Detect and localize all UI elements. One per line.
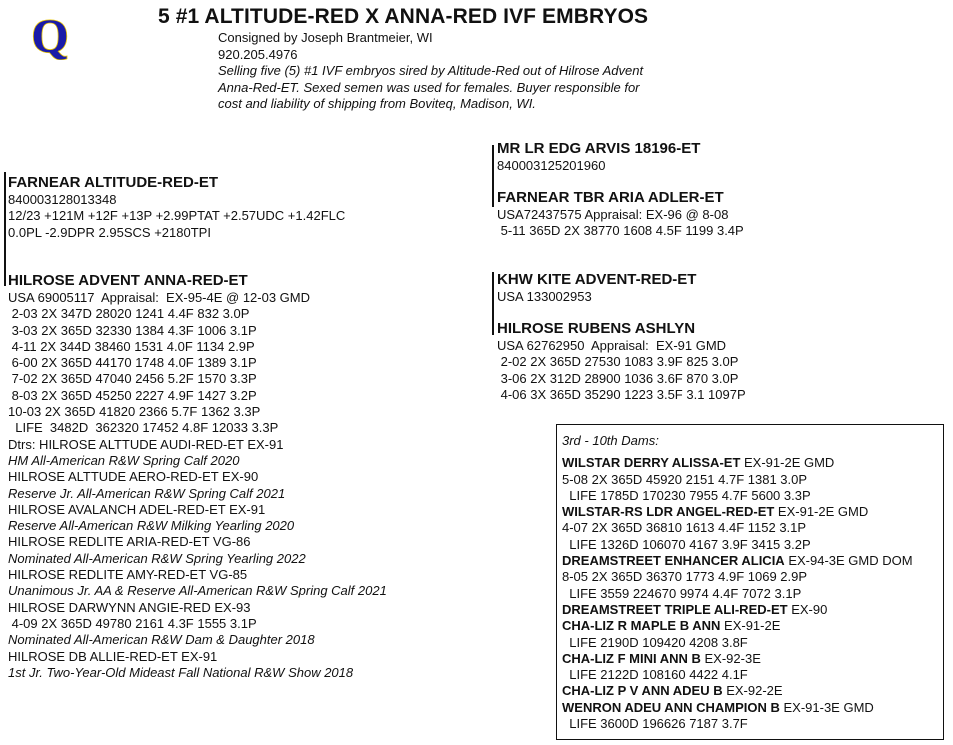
ancestor-dam-line bbox=[562, 455, 913, 471]
dam-daughter-award: HM All-American R&W Spring Calf 2020 bbox=[8, 452, 240, 468]
ancestor-dam-detail: EX-94-3E GMD DOM bbox=[784, 553, 913, 569]
dam-sire-reg: USA 133002953 bbox=[497, 289, 592, 304]
ancestor-dam-line bbox=[562, 553, 913, 569]
sire-name: FARNEAR ALTITUDE-RED-ET bbox=[8, 174, 218, 191]
sire-bracket-line bbox=[4, 172, 6, 286]
ancestor-dam-detail: LIFE 1785D 170230 7955 4.7F 5600 3.3P bbox=[562, 487, 811, 503]
dam-record-line: 3-03 2X 365D 32330 1384 4.3F 1006 3.1P bbox=[8, 322, 257, 338]
dam-record-line: HILROSE DB ALLIE-RED-ET EX-91 bbox=[8, 648, 218, 664]
dam-record-line: 8-03 2X 365D 45250 2227 4.9F 1427 3.2P bbox=[8, 387, 257, 403]
ancestor-record-line bbox=[562, 472, 913, 488]
ancestor-dam-detail: EX-91-2E GMD bbox=[774, 504, 869, 520]
ancestor-dam-detail: LIFE 2190D 109420 4208 3.8F bbox=[562, 634, 748, 650]
sire-dam-name: FARNEAR TBR ARIA ADLER-ET bbox=[497, 189, 724, 206]
dam-record-list bbox=[8, 290, 387, 681]
phone: 920.205.4976 bbox=[218, 46, 298, 62]
dam-dam-line: 2-02 2X 365D 27530 1083 3.9F 825 3.0P bbox=[497, 354, 739, 370]
ancestor-dam-detail: 8-05 2X 365D 36370 1773 4.9F 1069 2.9P bbox=[562, 569, 808, 585]
ancestor-dam-detail: LIFE 2122D 108160 4422 4.1F bbox=[562, 667, 748, 683]
ancestor-dam-detail: 5-08 2X 365D 45920 2151 4.7F 1381 3.0P bbox=[562, 471, 808, 487]
dam-dam-block bbox=[497, 320, 746, 403]
ancestor-dam-detail: EX-91-2E GMD bbox=[740, 455, 835, 471]
dam-record-line: 2-03 2X 347D 28020 1241 4.4F 832 3.0P bbox=[8, 306, 250, 322]
ancestor-dam-name: WILSTAR DERRY ALISSA-ET bbox=[562, 455, 741, 471]
ancestor-record-line bbox=[562, 586, 913, 602]
dam-record-line: HILROSE ALTTUDE AERO-RED-ET EX-90 bbox=[8, 469, 259, 485]
description-line: Selling five (5) #1 IVF embryos sired by Altitude-Red out of Hilrose Advent bbox=[218, 63, 644, 78]
dam-daughter-award: Nominated All-American R&W Dam & Daughter 2018 bbox=[8, 632, 315, 648]
ancestor-dam-name: CHA-LIZ F MINI ANN B bbox=[562, 650, 701, 666]
dams-box bbox=[556, 424, 944, 740]
auction-logo bbox=[26, 12, 74, 60]
ancestor-dam-line bbox=[562, 651, 913, 667]
ancestor-record-line bbox=[562, 537, 913, 553]
sire-sire-name: MR LR EDG ARVIS 18196-ET bbox=[497, 140, 701, 157]
dam-record-line: 4-09 2X 365D 49780 2161 4.3F 1555 3.1P bbox=[8, 615, 257, 631]
dam-record-line: 6-00 2X 365D 44170 1748 4.0F 1389 3.1P bbox=[8, 355, 257, 371]
ancestor-dam-name: CHA-LIZ R MAPLE B ANN bbox=[562, 618, 721, 634]
dam-record-line: LIFE 3482D 362320 17452 4.8F 12033 3.3P bbox=[8, 420, 279, 436]
ancestor-record-line bbox=[562, 716, 913, 732]
dam-daughter-award: Reserve All-American R&W Milking Yearling 2020 bbox=[8, 518, 295, 534]
dam-block bbox=[8, 272, 387, 681]
dam-record-line: HILROSE REDLITE AMY-RED-ET VG-85 bbox=[8, 567, 248, 583]
sire-sire-reg: 840003125201960 bbox=[497, 158, 606, 173]
sire-proof-line: 0.0PL -2.9DPR 2.95SCS +2180TPI bbox=[8, 224, 211, 240]
dam-record-line: HILROSE DARWYNN ANGIE-RED EX-93 bbox=[8, 599, 251, 615]
sire-sire-block bbox=[497, 140, 700, 174]
ancestor-dam-detail: LIFE 1326D 106070 4167 3.9F 3415 3.2P bbox=[562, 536, 811, 552]
dam-name: HILROSE ADVENT ANNA-RED-ET bbox=[8, 272, 248, 289]
ancestor-dam-line bbox=[562, 700, 913, 716]
dam-record-line: USA 69005117 Appraisal: EX-95-4E @ 12-03 GMD bbox=[8, 290, 311, 305]
dam-dam-line: 3-06 2X 312D 28900 1036 3.6F 870 3.0P bbox=[497, 370, 739, 386]
dam-sire-bracket-line bbox=[492, 272, 494, 335]
ancestor-record-line bbox=[562, 667, 913, 683]
sire-reg: 840003128013348 bbox=[8, 192, 117, 207]
ancestor-dam-name: DREAMSTREET TRIPLE ALI-RED-ET bbox=[562, 601, 788, 617]
description-line: cost and liability of shipping from Boviteq, Madison, WI. bbox=[218, 96, 536, 111]
ancestor-dam-detail: EX-90 bbox=[787, 601, 828, 617]
ancestor-dam-detail: EX-92-2E bbox=[722, 683, 783, 699]
ancestor-dam-name: CHA-LIZ P V ANN ADEU B bbox=[562, 683, 723, 699]
sire-block bbox=[8, 174, 345, 241]
dams-box-heading: 3rd - 10th Dams: bbox=[562, 433, 659, 448]
ancestor-record-line bbox=[562, 569, 913, 585]
dam-record-line: HILROSE REDLITE ARIA-RED-ET VG-86 bbox=[8, 534, 251, 550]
dam-record-line: Dtrs: HILROSE ALTTUDE AUDI-RED-ET EX-91 bbox=[8, 436, 284, 452]
sire-dam-block bbox=[497, 189, 744, 240]
ancestor-dam-name: WENRON ADEU ANN CHAMPION B bbox=[562, 699, 780, 715]
consignor: Consigned by Joseph Brantmeier, WI bbox=[218, 30, 433, 45]
page-title: 5 #1 ALTITUDE-RED X ANNA-RED IVF EMBRYOS bbox=[158, 5, 649, 28]
ancestor-dam-detail: LIFE 3559 224670 9974 4.4F 7072 3.1P bbox=[562, 585, 802, 601]
ancestor-dam-detail: EX-91-3E GMD bbox=[779, 699, 874, 715]
sire-proof-line: 12/23 +121M +12F +13P +2.99PTAT +2.57UDC +1.42FLC bbox=[8, 208, 346, 224]
ancestor-dam-line bbox=[562, 683, 913, 699]
description-line: Anna-Red-ET. Sexed semen was used for females. Buyer responsible for bbox=[218, 79, 640, 95]
dam-daughter-award: Nominated All-American R&W Spring Yearling 2022 bbox=[8, 550, 306, 566]
logo-letter: Q bbox=[31, 12, 69, 60]
dam-daughter-award: 1st Jr. Two-Year-Old Mideast Fall National R&W Show 2018 bbox=[8, 664, 354, 680]
dam-record-line: 7-02 2X 365D 47040 2456 5.2F 1570 3.3P bbox=[8, 371, 257, 387]
ancestor-dam-line bbox=[562, 504, 913, 520]
ancestor-dam-detail: LIFE 3600D 196626 7187 3.7F bbox=[562, 716, 748, 732]
sire-dam-line: 5-11 365D 2X 38770 1608 4.5F 1199 3.4P bbox=[497, 223, 744, 239]
ancestor-dam-name: WILSTAR-RS LDR ANGEL-RED-ET bbox=[562, 504, 775, 520]
dam-record-line: 4-11 2X 344D 38460 1531 4.0F 1134 2.9P bbox=[8, 338, 255, 354]
dam-daughter-award: Reserve Jr. All-American R&W Spring Calf 2021 bbox=[8, 485, 286, 501]
dam-record-line: HILROSE AVALANCH ADEL-RED-ET EX-91 bbox=[8, 501, 266, 517]
dam-sire-name: KHW KITE ADVENT-RED-ET bbox=[497, 271, 697, 288]
dam-daughter-award: Unanimous Jr. AA & Reserve All-American R&W Spring Calf 2021 bbox=[8, 583, 387, 599]
ancestor-dam-detail: EX-91-2E bbox=[720, 618, 781, 634]
header-info bbox=[218, 30, 643, 113]
ancestor-dam-line bbox=[562, 618, 913, 634]
ancestor-record-line bbox=[562, 488, 913, 504]
ancestor-dam-name: DREAMSTREET ENHANCER ALICIA bbox=[562, 553, 785, 569]
ancestor-record-line bbox=[562, 520, 913, 536]
dam-sire-block bbox=[497, 271, 696, 305]
sire-sire-bracket-line bbox=[492, 145, 494, 207]
ancestor-record-line bbox=[562, 635, 913, 651]
sire-dam-line: USA72437575 Appraisal: EX-96 @ 8-08 bbox=[497, 207, 729, 222]
ancestor-dam-detail: EX-92-3E bbox=[700, 650, 761, 666]
dam-record-line: 10-03 2X 365D 41820 2366 5.7F 1362 3.3P bbox=[8, 404, 261, 420]
dam-dam-line: USA 62762950 Appraisal: EX-91 GMD bbox=[497, 338, 727, 353]
dam-dam-name: HILROSE RUBENS ASHLYN bbox=[497, 320, 696, 337]
ancestor-dam-detail: 4-07 2X 365D 36810 1613 4.4F 1152 3.1P bbox=[562, 520, 807, 536]
ancestor-dam-line bbox=[562, 602, 913, 618]
dam-dam-line: 4-06 3X 365D 35290 1223 3.5F 3.1 1097P bbox=[497, 386, 746, 402]
dams-box-list bbox=[562, 455, 913, 732]
